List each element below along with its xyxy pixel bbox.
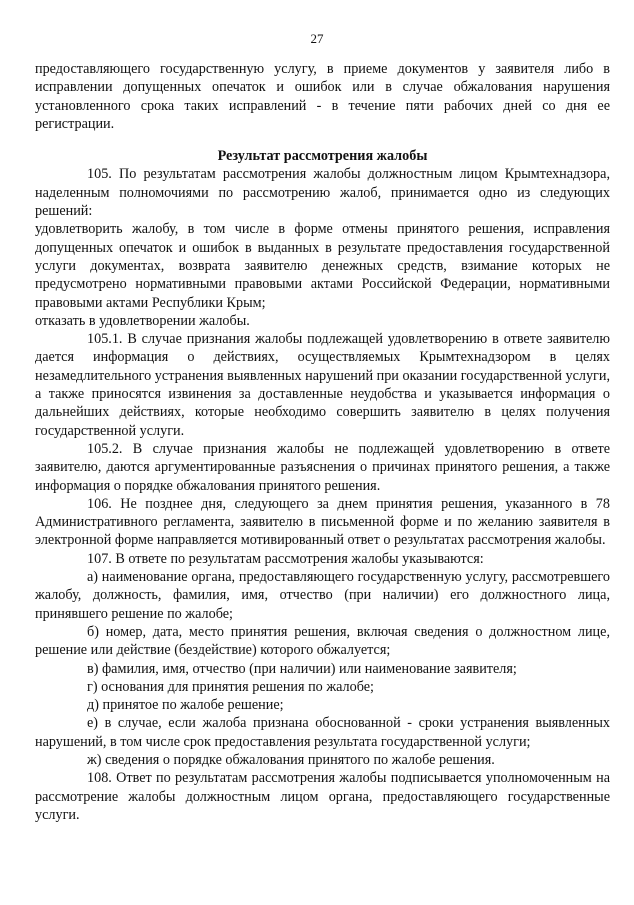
paragraph-107-b: б) номер, дата, место принятия решения, включая сведения о должностном лице, решение или действие (бездействие) которого обжалуется; [35,623,610,659]
paragraph-107: 107. В ответе по результатам рассмотрения жалобы указываются: [87,550,484,567]
page-number: 27 [310,31,324,46]
paragraph-108: 108. Ответ по результатам рассмотрения жалобы подписывается уполномоченным на рассмотрение жалобы должностным лицом органа, предоставляющего государственные услуги. [35,770,610,823]
section-heading: Результат рассмотрения жалобы [217,148,428,165]
intro-paragraph: предоставляющего государственную услугу, в приеме документов у заявителя либо в исправлении допущенных опечаток и ошибок или в случае обжалования нарушения установленного срока таких исправлений - в течение пяти рабочих дней со дня ее регистрации. [35,61,610,132]
paragraph-105-option-1: удовлетворить жалобу, в том числе в форме отмены принятого решения, исправления допущенных опечаток и ошибок в выданных в результате предоставления государственной услуги документах, возврата заявителю денежных средств, взимание которых не предусмотрено нормативными правовыми актами Российской Федерации, нормативными правовыми актами Республики Крым; [35,221,610,311]
paragraph-105: 105. По результатам рассмотрения жалобы должностным лицом Крымтехнадзора, наделенным полномочиями по рассмотрению жалоб, принимается одно из следующих решений: [35,166,610,220]
paragraph-105-2: 105.2. В случае признания жалобы не подлежащей удовлетворению в ответе заявителю, даются аргументированные разъяснения о причинах принятого решения, а также информация о порядке обжалования принятого решения. [35,440,610,494]
paragraph-107-e: е) в случае, если жалоба признана обоснованной - сроки устранения выявленных нарушений, в том числе срок предоставления результата государственной услуги; [35,715,610,750]
paragraph-105-1: 105.1. В случае признания жалобы подлежащей удовлетворению в ответе заявителю дается информация о действиях, осуществляемых Крымтехнадзором в целях незамедлительного устранения выявленных нарушений при оказании государственной услуги, а также приносятся извинения за доставленные неудобства и указывается информация о дальнейших действиях, которые необходимо совершить заявителю в целях получения государственной услуги. [35,331,610,439]
paragraph-107-v: в) фамилия, имя, отчество (при наличии) или наименование заявителя; [87,660,517,677]
paragraph-107-d: д) принятое по жалобе решение; [87,697,284,714]
paragraph-107-zh: ж) сведения о порядке обжалования принятого по жалобе решения. [87,751,495,768]
paragraph-105-option-2: отказать в удовлетворении жалобы. [35,312,250,329]
paragraph-106: 106. Не позднее дня, следующего за днем принятия решения, указанного в 78 Административного регламента, заявителю в письменной форме и по желанию заявителя в электронной форме направляется мотивированный ответ о результатах рассмотрения жалобы. [35,495,610,549]
paragraph-107-g: г) основания для принятия решения по жалобе; [87,678,374,695]
paragraph-107-a: а) наименование органа, предоставляющего государственную услугу, рассмотревшего жалобу, должность, фамилия, имя, отчество (при наличии) его должностного лица, принявшего решение по жалобе; [35,569,610,622]
document-body [35,60,610,824]
